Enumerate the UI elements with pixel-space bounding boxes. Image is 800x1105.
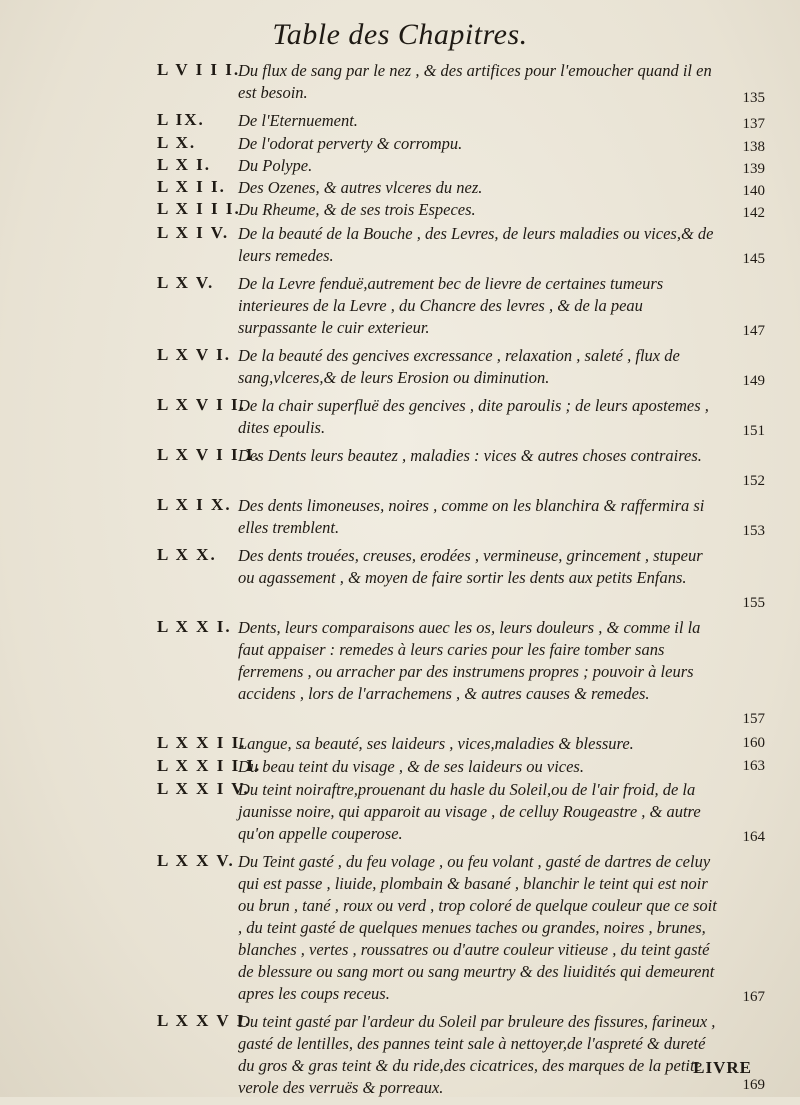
chapter-title: Du Rheume, & de ses trois Especes. [238,200,476,219]
chapter-entry-68 [0,445,800,495]
chapter-numeral: L X I I I. [157,199,241,218]
chapter-entry-60 [0,133,800,155]
chapter-title: De la Levre fenduë,autrement bec de lievre de certaines tumeurs interieures de la Levre , du Chancre des levres , & de la peau surpassante le cuir exterieur. [238,274,664,337]
chapter-title: Des dents trouées, creuses, erodées , vermineuse, grincement , stupeur ou agassement , & moyen de faire sortir les dents aux petits Enfans. [238,546,703,587]
chapter-title: De la beauté de la Bouche , des Levres, de leurs maladies ou vices,& de leurs remedes. [238,224,714,265]
chapter-numeral: L X X. [157,545,217,564]
chapter-numeral: L X V. [157,273,215,292]
chapter-title: Des Ozenes, & autres vlceres du nez. [238,178,483,197]
chapter-numeral: L X V I I I. [157,445,261,464]
page-number: 157 [742,711,765,727]
chapter-numeral: L X I. [157,155,212,174]
chapter-entry-59 [0,110,800,133]
chapter-entry-75 [0,851,800,1011]
chapter-numeral: L X V I. [157,345,231,364]
page-number: 137 [742,116,765,132]
page-number: 153 [742,523,765,539]
chapter-numeral: L X. [157,133,197,152]
chapter-entry-66 [0,345,800,395]
chapter-title: De la beauté des gencives excressance , relaxation , saleté , flux de sang,vlceres,& de leurs Erosion ou diminution. [238,346,680,387]
page-number: 160 [742,735,765,751]
page-number: 164 [742,829,765,845]
chapter-title: Des dents limoneuses, noires , comme on les blanchira & raffermira si elles tremblent. [238,496,705,537]
chapter-title: Du teint gasté par l'ardeur du Soleil par bruleure des fissures, farineux , gasté de lentilles, des pannes teint sale à nettoyer,de l'aspreté & dureté du gros & gras teint & du ride,des cicatrices, des marques de la petite verole des verruës & porreaux. [238,1012,716,1097]
chapter-entry-72 [0,733,800,756]
page-number: 140 [742,183,765,199]
page-number: 138 [742,139,765,155]
chapter-numeral: L X I I. [157,177,226,196]
chapter-title: Dents, leurs comparaisons auec les os, leurs douleurs , & comme il la faut appaiser : remedes à leurs caries pour les faire tomber sans ferremens , ou arracher par des instrumens propres ; pouvoir à leurs accidens , lors de l'arrachemens , & autres causes & remedes. [238,618,701,703]
chapter-title: Du teint noiraftre,prouenant du hasle du Soleil,ou de l'air froid, de la jaunisse noire, qui apparoit au visage , de celluy Rougeastre , & autre qu'on appelle couperose. [238,780,701,843]
chapter-title: Des Dents leurs beautez , maladies : vices & autres choses contraires. [238,446,702,465]
chapter-entry-69 [0,495,800,545]
chapter-numeral: L IX. [157,110,205,129]
page-number: 163 [742,758,765,774]
chapter-numeral: L X X I I I. [157,756,262,775]
chapter-numeral: L X I V. [157,223,230,242]
chapter-list [0,60,800,1105]
page-number: 167 [742,989,765,1005]
chapter-entry-64 [0,223,800,273]
chapter-title: Du flux de sang par le nez , & des artifices pour l'emoucher quand il en est besoin. [238,61,712,102]
chapter-entry-65 [0,273,800,345]
chapter-title: De l'Eternuement. [238,111,358,130]
page-number: 155 [742,595,765,611]
page-number: 142 [742,205,765,221]
chapter-title: Langue, sa beauté, ses laideurs , vices,maladies & blessure. [238,734,634,753]
page-title: Table des Chapitres. [272,18,528,51]
chapter-entry-74 [0,779,800,851]
chapter-entry-58 [0,60,800,110]
chapter-numeral: L X X V I. [157,1011,252,1030]
page-number: 151 [742,423,765,439]
chapter-entry-67 [0,395,800,445]
chapter-numeral: L X V I I. [157,395,246,414]
page-number: 147 [742,323,765,339]
chapter-entry-62 [0,177,800,199]
chapter-title: De la chair superfluë des gencives , dite paroulis ; de leurs apostemes , dites epoulis. [238,396,709,437]
page-number: 149 [742,373,765,389]
chapter-numeral: L X X V. [157,851,235,870]
chapter-title: Du beau teint du visage , & de ses laideurs ou vices. [238,757,584,776]
page-number: 139 [742,161,765,177]
catchword: LIVRE [693,1058,752,1077]
chapter-numeral: L X X I I. [157,733,247,752]
chapter-title: Du Polype. [238,156,313,175]
page-number: 169 [742,1077,765,1093]
chapter-entry-76 [0,1011,800,1105]
page-number: 135 [742,90,765,106]
chapter-numeral: L X X I V. [157,779,250,798]
chapter-entry-61 [0,155,800,177]
chapter-title: Du Teint gasté , du feu volage , ou feu volant , gasté de dartres de celuy qui est passe , liuide, plombain & basané , blanchir le teint qui est noir ou brun , tané , roux ou verd , trop coloré de quelque couleur que ce soit , du teint gasté de quelques menues taches ou grandes, noires , brunes, blanches , vertes , roussatres ou d'autre couleur vitieuse , du teint gasté de blessure ou sang mort ou sang meurtry & des liuidités qui demeurent apres les coups receus. [238,852,717,1003]
page-number: 145 [742,251,765,267]
chapter-title: De l'odorat perverty & corrompu. [238,134,463,153]
chapter-entry-73 [0,756,800,779]
chapter-numeral: L X X I. [157,617,232,636]
chapter-entry-71 [0,617,800,733]
chapter-numeral: L V I I I. [157,60,241,79]
chapter-numeral: L X I X. [157,495,232,514]
chapter-entry-63 [0,199,800,223]
page-number: 152 [742,473,765,489]
chapter-entry-70 [0,545,800,617]
